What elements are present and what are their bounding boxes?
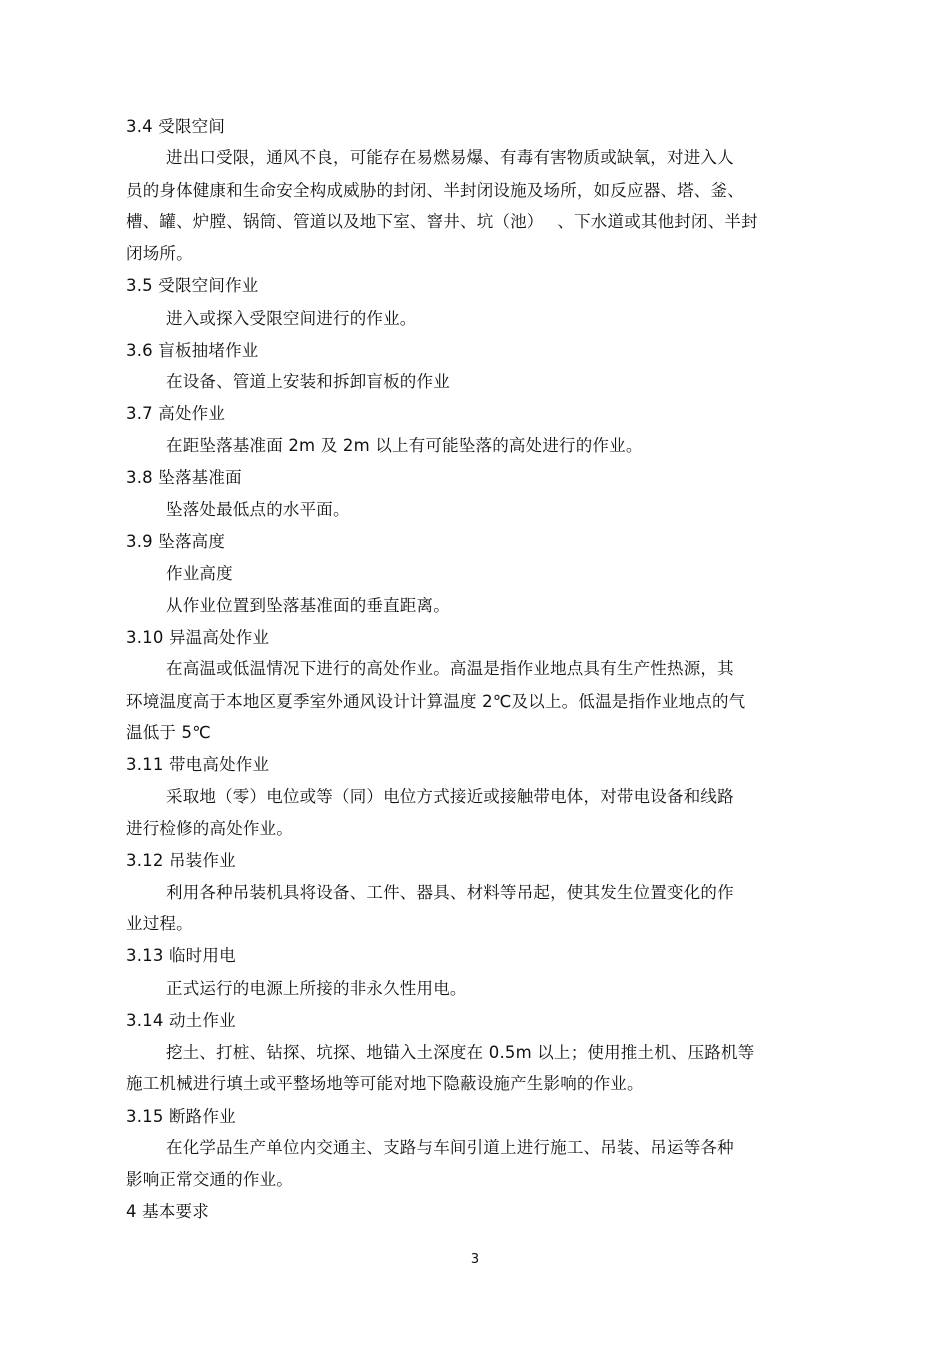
paragraph-line: 进出口受限，通风不良，可能存在易燃易爆、有毒有害物质或缺氧，对进入人 (166, 148, 734, 167)
section-heading-3-5: 3.5 受限空间作业 (126, 276, 259, 295)
paragraph-line: 业过程。 (126, 914, 193, 933)
paragraph-line: 利用各种吊装机具将设备、工件、器具、材料等吊起，使其发生位置变化的作 (166, 883, 734, 902)
paragraph-line: 影响正常交通的作业。 (126, 1170, 293, 1189)
section-heading-3-14: 3.14 动土作业 (126, 1011, 236, 1030)
paragraph-line: 员的身体健康和生命安全构成威胁的封闭、半封闭设施及场所，如反应器、塔、釜、 (126, 181, 744, 200)
paragraph-line: 在距坠落基准面 2m 及 2m 以上有可能坠落的高处进行的作业。 (166, 436, 643, 455)
page-number: 3 (470, 1252, 480, 1267)
paragraph-line: 在化学品生产单位内交通主、支路与车间引道上进行施工、吊装、吊运等各种 (166, 1138, 734, 1157)
paragraph-line: 槽、罐、炉膛、锅筒、管道以及地下室、窨井、坑（池） 、下水道或其他封闭、半封 (126, 212, 758, 231)
paragraph-line: 进入或探入受限空间进行的作业。 (166, 309, 417, 328)
paragraph-line: 从作业位置到坠落基准面的垂直距离。 (166, 596, 450, 615)
paragraph-line: 温低于 5℃ (126, 723, 211, 742)
paragraph-line: 闭场所。 (126, 244, 193, 263)
section-heading-3-4: 3.4 受限空间 (126, 117, 226, 136)
section-heading-3-7: 3.7 高处作业 (126, 404, 226, 423)
paragraph-line: 坠落处最低点的水平面。 (166, 500, 350, 519)
section-heading-3-10: 3.10 异温高处作业 (126, 628, 270, 647)
section-heading-3-6: 3.6 盲板抽堵作业 (126, 341, 259, 360)
section-heading-3-13: 3.13 临时用电 (126, 946, 236, 965)
paragraph-line: 施工机械进行填土或平整场地等可能对地下隐蔽设施产生影响的作业。 (126, 1074, 644, 1093)
section-heading-3-12: 3.12 吊装作业 (126, 851, 236, 870)
section-heading-3-15: 3.15 断路作业 (126, 1107, 236, 1126)
paragraph-line: 正式运行的电源上所接的非永久性用电。 (166, 979, 467, 998)
paragraph-line: 挖土、打桩、钻探、坑探、地锚入土深度在 0.5m 以上；使用推土机、压路机等 (166, 1043, 755, 1062)
section-heading-3-9: 3.9 坠落高度 (126, 532, 226, 551)
paragraph-line: 进行检修的高处作业。 (126, 819, 293, 838)
paragraph-line: 在设备、管道上安装和拆卸盲板的作业 (166, 372, 450, 391)
paragraph-line: 环境温度高于本地区夏季室外通风设计计算温度 2℃及以上。低温是指作业地点的气 (126, 692, 746, 711)
paragraph-line: 作业高度 (166, 564, 233, 583)
section-heading-3-11: 3.11 带电高处作业 (126, 755, 270, 774)
paragraph-line: 在高温或低温情况下进行的高处作业。高温是指作业地点具有生产性热源，其 (166, 659, 734, 678)
section-heading-4: 4 基本要求 (126, 1202, 209, 1221)
section-heading-3-8: 3.8 坠落基准面 (126, 468, 242, 487)
paragraph-line: 采取地（零）电位或等（同）电位方式接近或接触带电体，对带电设备和线路 (166, 787, 734, 806)
